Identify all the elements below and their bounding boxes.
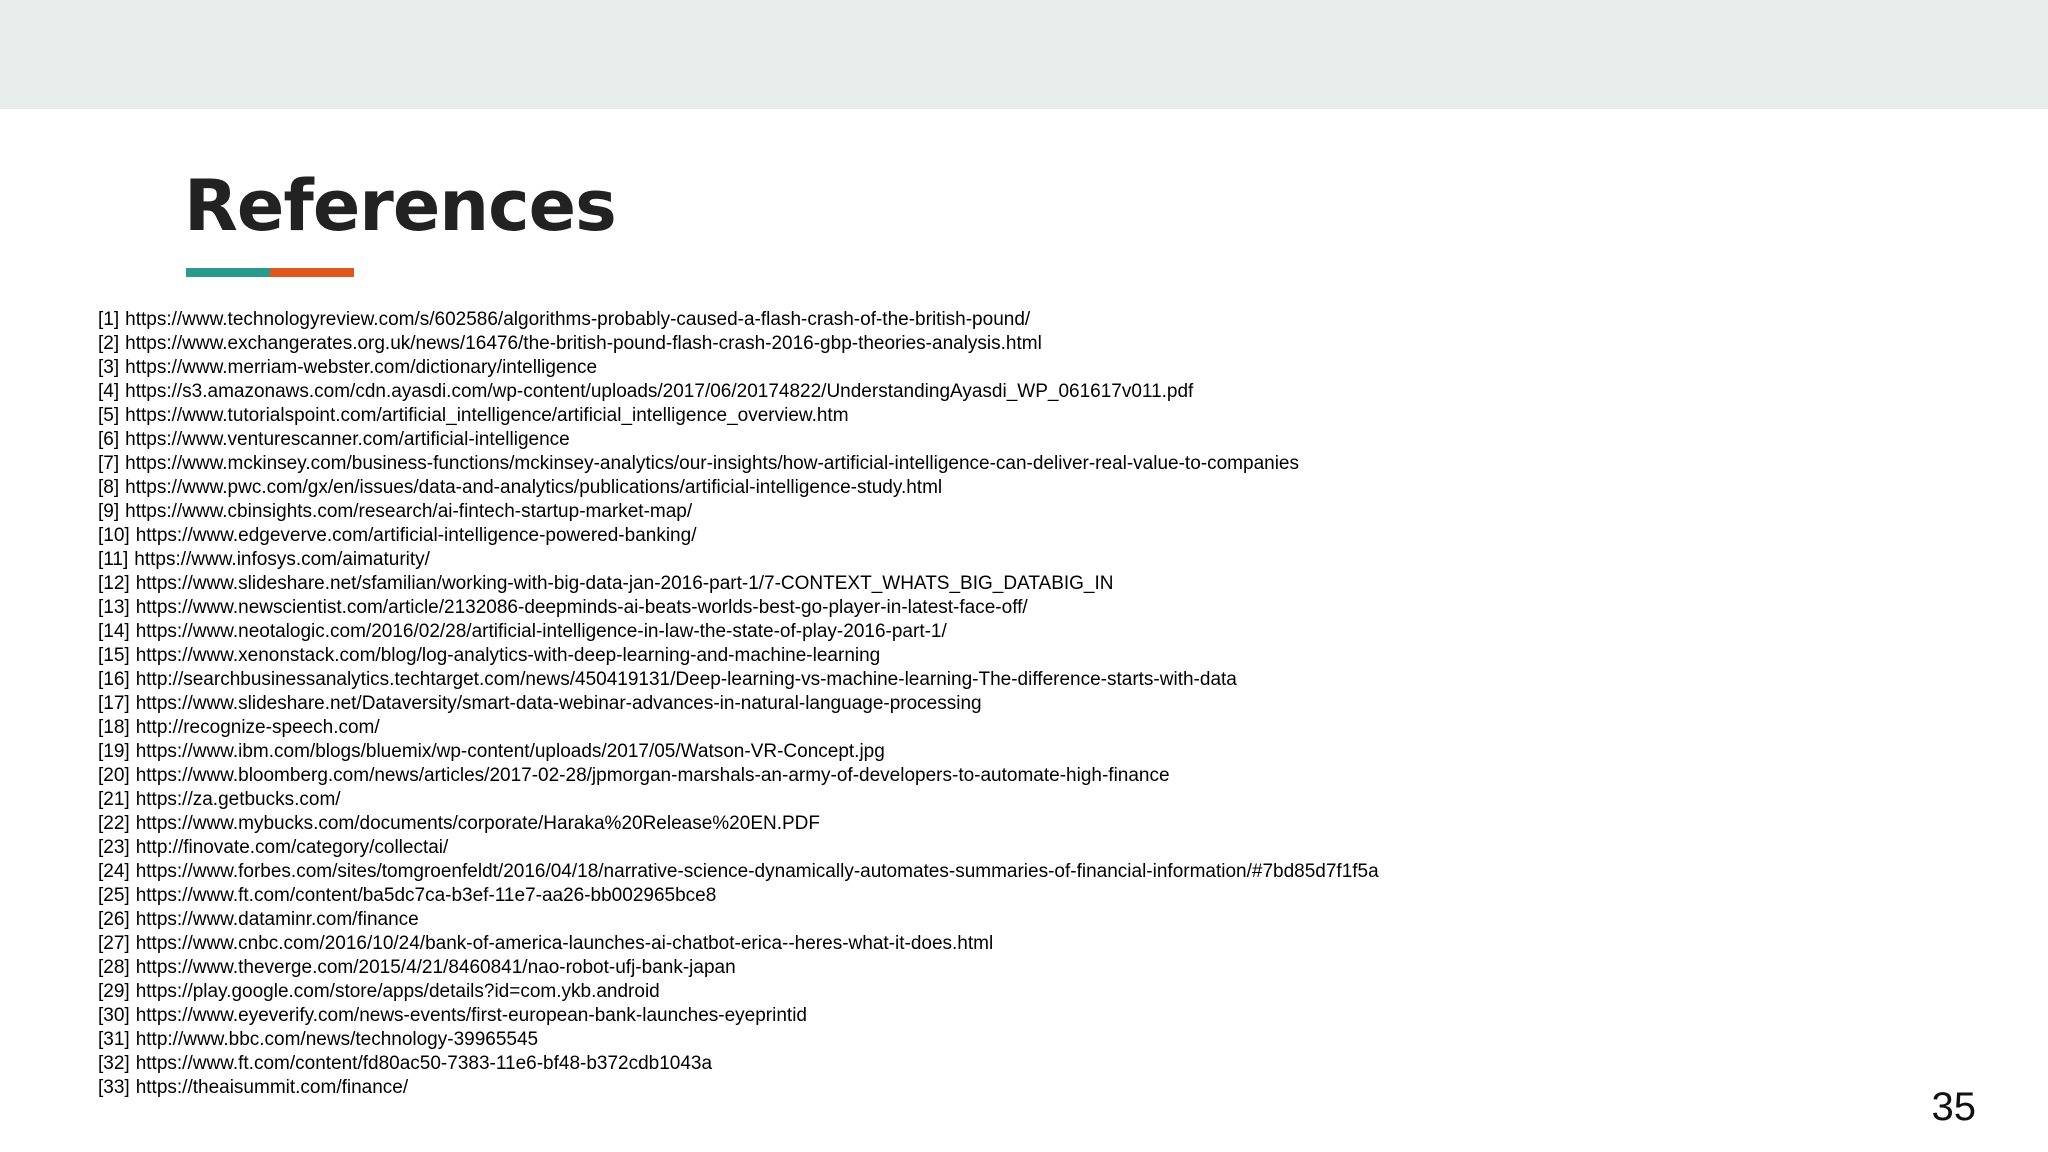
reference-url[interactable]: https://www.mckinsey.com/business-functions/mckinsey-analytics/our-insights/how-artificial-intelligence-can-deliver-real-value-to-companies	[125, 453, 1299, 474]
reference-item	[98, 668, 1998, 692]
reference-number: [22]	[98, 813, 130, 834]
reference-url[interactable]: https://www.theverge.com/2015/4/21/8460841/nao-robot-ufj-bank-japan	[135, 957, 736, 978]
reference-url[interactable]: https://www.slideshare.net/sfamilian/working-with-big-data-jan-2016-part-1/7-CONTEXT_WHATS_BIG_DATABIG_IN	[135, 573, 1114, 594]
reference-number: [18]	[98, 717, 130, 738]
page-number: 35	[1931, 1085, 1976, 1129]
reference-number: [25]	[98, 885, 130, 906]
reference-item	[98, 1052, 1998, 1076]
reference-item	[98, 836, 1998, 860]
reference-url[interactable]: https://www.bloomberg.com/news/articles/2017-02-28/jpmorgan-marshals-an-army-of-developers-to-automate-high-finance	[135, 765, 1170, 786]
reference-url[interactable]: http://www.bbc.com/news/technology-39965545	[135, 1029, 539, 1050]
reference-item	[98, 764, 1998, 788]
reference-number: [33]	[98, 1077, 130, 1098]
reference-url[interactable]: https://www.slideshare.net/Dataversity/smart-data-webinar-advances-in-natural-language-processing	[135, 693, 982, 714]
reference-url[interactable]: https://www.merriam-webster.com/dictionary/intelligence	[125, 357, 598, 378]
reference-number: [23]	[98, 837, 130, 858]
reference-item	[98, 956, 1998, 980]
reference-item	[98, 452, 1998, 476]
reference-item	[98, 884, 1998, 908]
reference-item	[98, 860, 1998, 884]
reference-url[interactable]: https://www.eyeverify.com/news-events/first-european-bank-launches-eyeprintid	[135, 1005, 807, 1026]
reference-number: [13]	[98, 597, 130, 618]
reference-item	[98, 740, 1998, 764]
reference-url[interactable]: https://www.edgeverve.com/artificial-intelligence-powered-banking/	[135, 525, 697, 546]
reference-url[interactable]: https://www.xenonstack.com/blog/log-analytics-with-deep-learning-and-machine-learning	[135, 645, 881, 666]
reference-number: [26]	[98, 909, 130, 930]
reference-url[interactable]: https://www.forbes.com/sites/tomgroenfeldt/2016/04/18/narrative-science-dynamically-automates-summaries-of-financial-information/#7bd85d7f1f5a	[135, 861, 1379, 882]
reference-number: [20]	[98, 765, 130, 786]
reference-url[interactable]: https://play.google.com/store/apps/details?id=com.ykb.android	[135, 981, 660, 1002]
reference-number: [9]	[98, 501, 120, 522]
reference-url[interactable]: https://www.ft.com/content/ba5dc7ca-b3ef-11e7-aa26-bb002965bce8	[135, 885, 717, 906]
reference-url[interactable]: https://www.technologyreview.com/s/602586/algorithms-probably-caused-a-flash-crash-of-the-british-pound/	[125, 309, 1031, 330]
reference-number: [28]	[98, 957, 130, 978]
reference-number: [11]	[98, 549, 129, 570]
reference-item	[98, 596, 1998, 620]
reference-number: [10]	[98, 525, 130, 546]
reference-url[interactable]: https://www.cbinsights.com/research/ai-fintech-startup-market-map/	[125, 501, 693, 522]
reference-number: [29]	[98, 981, 130, 1002]
reference-number: [17]	[98, 693, 130, 714]
reference-number: [21]	[98, 789, 130, 810]
reference-number: [5]	[98, 405, 120, 426]
reference-number: [3]	[98, 357, 120, 378]
reference-number: [19]	[98, 741, 130, 762]
reference-item	[98, 572, 1998, 596]
reference-url[interactable]: https://www.venturescanner.com/artificial-intelligence	[125, 429, 570, 450]
reference-item	[98, 812, 1998, 836]
reference-number: [30]	[98, 1005, 130, 1026]
reference-item	[98, 524, 1998, 548]
reference-number: [27]	[98, 933, 130, 954]
reference-item	[98, 1076, 1998, 1100]
reference-item	[98, 620, 1998, 644]
reference-number: [2]	[98, 333, 120, 354]
reference-item	[98, 1004, 1998, 1028]
reference-url[interactable]: https://s3.amazonaws.com/cdn.ayasdi.com/wp-content/uploads/2017/06/20174822/UnderstandingAyasdi_WP_061617v011.pdf	[125, 381, 1194, 402]
reference-url[interactable]: https://www.ft.com/content/fd80ac50-7383-11e6-bf48-b372cdb1043a	[135, 1053, 713, 1074]
reference-item	[98, 908, 1998, 932]
reference-url[interactable]: https://www.newscientist.com/article/2132086-deepminds-ai-beats-worlds-best-go-player-in-latest-face-off/	[135, 597, 1028, 618]
reference-url[interactable]: http://recognize-speech.com/	[135, 717, 380, 738]
reference-url[interactable]: https://www.pwc.com/gx/en/issues/data-and-analytics/publications/artificial-intelligence-study.html	[125, 477, 943, 498]
reference-number: [6]	[98, 429, 120, 450]
reference-item	[98, 356, 1998, 380]
reference-item	[98, 932, 1998, 956]
reference-item	[98, 332, 1998, 356]
reference-item	[98, 548, 1998, 572]
reference-url[interactable]: https://za.getbucks.com/	[135, 789, 341, 810]
reference-url[interactable]: https://www.mybucks.com/documents/corporate/Haraka%20Release%20EN.PDF	[135, 813, 820, 834]
reference-number: [7]	[98, 453, 120, 474]
slide-title: References	[184, 165, 616, 247]
reference-number: [32]	[98, 1053, 130, 1074]
reference-number: [1]	[98, 309, 120, 330]
reference-url[interactable]: https://www.cnbc.com/2016/10/24/bank-of-america-launches-ai-chatbot-erica--heres-what-it-does.html	[135, 933, 994, 954]
reference-number: [8]	[98, 477, 120, 498]
reference-item	[98, 308, 1998, 332]
reference-number: [4]	[98, 381, 120, 402]
reference-item	[98, 476, 1998, 500]
reference-url[interactable]: https://theaisummit.com/finance/	[135, 1077, 409, 1098]
reference-item	[98, 692, 1998, 716]
reference-item	[98, 428, 1998, 452]
reference-url[interactable]: https://www.neotalogic.com/2016/02/28/artificial-intelligence-in-law-the-state-of-play-2016-part-1/	[135, 621, 947, 642]
reference-item	[98, 644, 1998, 668]
top-band	[0, 0, 2048, 109]
reference-item	[98, 1028, 1998, 1052]
reference-url[interactable]: https://www.dataminr.com/finance	[135, 909, 419, 930]
reference-number: [24]	[98, 861, 130, 882]
reference-item	[98, 380, 1998, 404]
reference-item	[98, 980, 1998, 1004]
reference-url[interactable]: https://www.infosys.com/aimaturity/	[134, 549, 430, 570]
reference-number: [31]	[98, 1029, 130, 1050]
reference-url[interactable]: http://finovate.com/category/collectai/	[135, 837, 449, 858]
reference-item	[98, 788, 1998, 812]
reference-item	[98, 404, 1998, 428]
reference-url[interactable]: https://www.ibm.com/blogs/bluemix/wp-content/uploads/2017/05/Watson-VR-Concept.jpg	[135, 741, 885, 762]
reference-item	[98, 716, 1998, 740]
reference-item	[98, 500, 1998, 524]
title-accent-teal	[186, 268, 270, 277]
reference-url[interactable]: https://www.tutorialspoint.com/artificial_intelligence/artificial_intelligence_overview.htm	[125, 405, 849, 426]
title-accent-orange	[270, 268, 354, 277]
reference-list	[98, 308, 1998, 1100]
reference-number: [14]	[98, 621, 130, 642]
reference-number: [12]	[98, 573, 130, 594]
reference-url[interactable]: http://searchbusinessanalytics.techtarget.com/news/450419131/Deep-learning-vs-machine-learning-The-difference-starts-with-data	[135, 669, 1237, 690]
reference-number: [15]	[98, 645, 130, 666]
reference-url[interactable]: https://www.exchangerates.org.uk/news/16476/the-british-pound-flash-crash-2016-gbp-theories-analysis.html	[125, 333, 1042, 354]
reference-number: [16]	[98, 669, 130, 690]
